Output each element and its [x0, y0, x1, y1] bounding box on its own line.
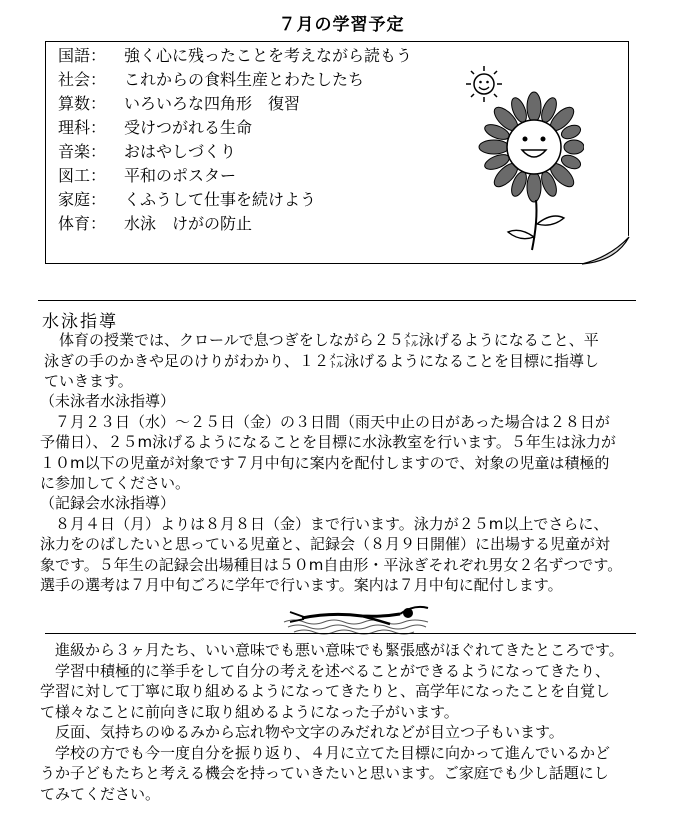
subject-name: 算数： — [58, 94, 107, 113]
subject-name: 音楽： — [58, 142, 107, 161]
text-line: 学習中積極的に挙手をして自分の考えを述べることができるようになってきたり、 — [40, 661, 611, 680]
text-line: 体育の授業では、クロールで息つぎをしながら２５㍍泳げるようになること、平 — [44, 331, 599, 349]
subject-name: 理科： — [58, 118, 107, 137]
text-line: うか子どもたちと考える機会を持っていきたいと思います。ご家庭でも少し話題にし — [40, 764, 609, 782]
text-line: 象です。５年生の記録会出場種目は５０m自由形・平泳ぎそれぞれ男女２名ずつです。 — [40, 555, 623, 574]
remedial-section — [40, 391, 616, 494]
schedule-row — [58, 190, 316, 210]
schedule-row — [58, 46, 412, 66]
subject-name: 家庭： — [58, 190, 107, 209]
text-line: 泳ぎの手のかきや足のけりがわかり、１２㍍泳げるようになることを目標に指導し — [44, 351, 600, 370]
subsection-title: （記録会水泳指導） — [40, 494, 176, 512]
text-line: 進級から３ヶ月たち、いい意味でも悪い意味でも緊張感がほぐれてきたところです。 — [40, 641, 624, 659]
subject-name: 図工： — [58, 166, 107, 185]
subject-topic: 平和のポスター — [124, 166, 237, 185]
text-line: 学校の方でも今一度自分を振り返り、４月に立てた目標に向かって進んでいるかど — [40, 743, 611, 762]
schedule-row — [58, 214, 252, 234]
subject-topic: これからの食料生産とわたしたち — [124, 70, 365, 89]
subject-name: 社会： — [58, 70, 107, 89]
text-line: ７月２３日（水）～２５日（金）の３日間（雨天中止の日があった場合は２８日が — [40, 412, 610, 431]
page-title: ７月の学習予定 — [278, 15, 405, 35]
schedule-box — [45, 41, 629, 264]
divider — [45, 633, 636, 634]
page-curl-icon — [580, 235, 630, 265]
subject-topic: 強く心に残ったことを考えながら読もう — [124, 46, 413, 65]
text-line: に参加してください。 — [40, 474, 191, 492]
subject-name: 体育： — [58, 214, 107, 233]
text-line: 学習に対して丁寧に取り組めるようになってきたりと、高学年になったことを自覚し — [40, 682, 611, 700]
schedule-row — [58, 142, 236, 162]
text-line: ８月４日（月）よりは８月８日（金）まで行います。泳力が２５m以上でさらに、 — [40, 514, 609, 533]
schedule-row — [58, 94, 300, 114]
text-line: １０m以下の児童が対象です７月中旬に案内を配付しますので、対象の児童は積極的 — [40, 453, 610, 472]
section-heading-swim: 水泳指導 — [42, 312, 118, 332]
schedule-row — [58, 118, 252, 138]
subject-topic: いろいろな四角形 復習 — [124, 94, 301, 113]
subject-topic: くふうして仕事を続けよう — [124, 190, 317, 209]
record-section — [40, 493, 622, 596]
divider — [38, 300, 636, 301]
text-line: てみてください。 — [40, 784, 161, 803]
schedule-row — [58, 166, 236, 186]
swim-intro — [44, 330, 599, 392]
text-line: 予備日）、２５m泳げるようになることを目標に水泳教室を行います。５年生は泳力が — [40, 433, 616, 451]
text-line: 泳力をのばしたいと思っている児童と、記録会（８月９日開催）に出場する児童が対 — [40, 535, 611, 553]
subject-topic: おはやしづくり — [124, 142, 237, 161]
sunflower-icon — [464, 62, 584, 252]
subject-topic: 受けつがれる生命 — [124, 118, 253, 137]
sun-icon — [466, 66, 502, 102]
subsection-title: （未泳者水泳指導） — [40, 392, 176, 410]
text-line: 反面、気持ちのゆるみから忘れ物や文字のみだれなどが目立つ子もいます。 — [40, 723, 564, 741]
subject-name: 国語： — [58, 46, 107, 65]
closing-message — [40, 640, 624, 804]
schedule-row — [58, 70, 364, 90]
text-line: て様々なことに前向きに取り組めるようになった子がいます。 — [40, 702, 459, 721]
subject-topic: 水泳 けがの防止 — [124, 214, 253, 233]
text-line: ていきます。 — [44, 372, 133, 390]
text-line: 選手の選考は７月中旬ごろに学年で行います。案内は７月中旬に配付します。 — [40, 576, 563, 594]
